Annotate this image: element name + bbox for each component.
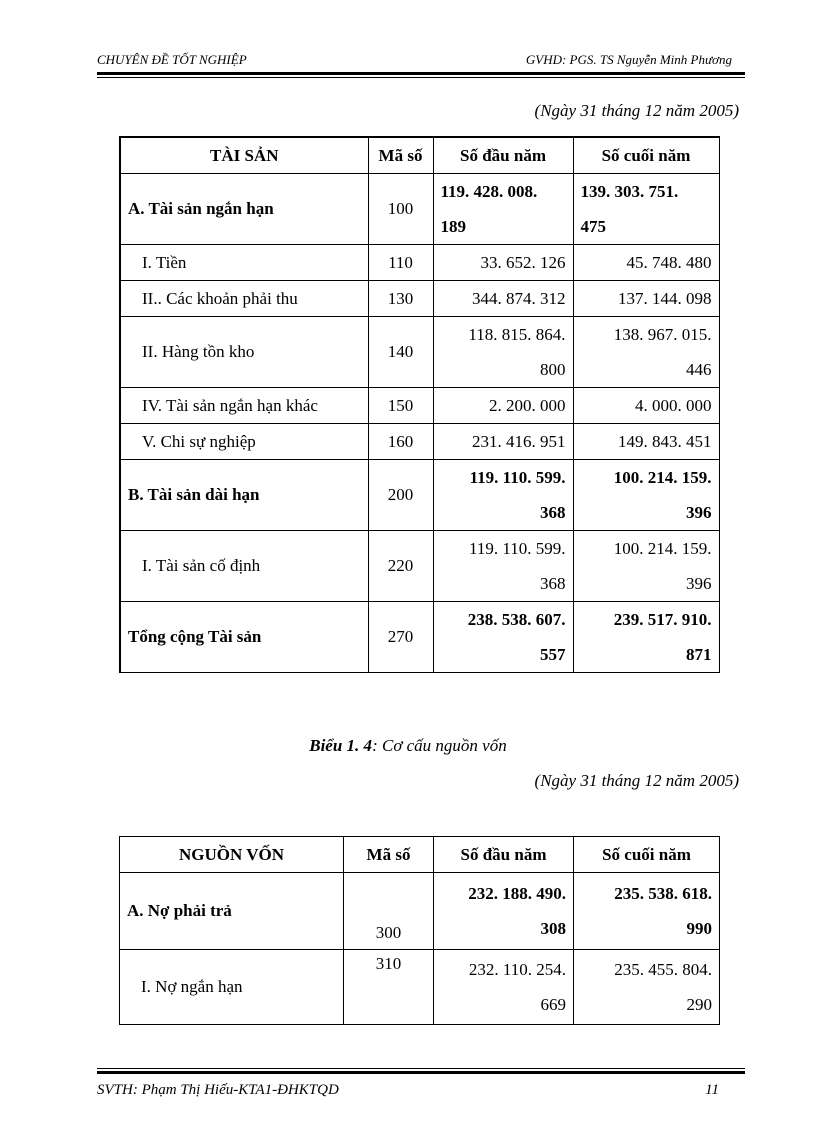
header-rule xyxy=(97,72,745,75)
row-name: II.. Các khoản phải thu xyxy=(120,281,368,317)
table-row xyxy=(120,424,719,460)
row-end: 137. 144. 098 xyxy=(573,281,719,317)
row-code: 130 xyxy=(368,281,433,317)
table2-date: (Ngày 31 tháng 12 năm 2005) xyxy=(534,771,739,790)
row-name: Tổng cộng Tài sản xyxy=(120,602,368,673)
row-start xyxy=(434,873,574,950)
table-row xyxy=(120,317,719,388)
row-code: 150 xyxy=(368,388,433,424)
row-start-line1: 119. 110. 599. xyxy=(469,539,566,558)
row-end-line1: 139. 303. 751. xyxy=(580,182,679,201)
row-end-line1: 235. 455. 804. xyxy=(614,960,712,979)
col-header-asset: TÀI SẢN xyxy=(120,137,368,174)
row-name: B. Tài sản dài hạn xyxy=(120,460,368,531)
row-start-line2: 669 xyxy=(540,995,566,1014)
table-row xyxy=(120,602,719,673)
row-end-line2: 396 xyxy=(686,503,712,522)
row-end: 45. 748. 480 xyxy=(573,245,719,281)
row-end xyxy=(573,460,719,531)
row-end-line1: 239. 517. 910. xyxy=(613,610,712,629)
page-number: 11 xyxy=(705,1082,719,1098)
table-row xyxy=(120,460,719,531)
row-end xyxy=(573,531,719,602)
capital-table xyxy=(119,836,720,1025)
row-start xyxy=(433,174,573,245)
row-end xyxy=(573,317,719,388)
row-end-line2: 990 xyxy=(686,919,712,938)
table-row xyxy=(120,174,719,245)
table-row xyxy=(120,281,719,317)
row-code: 220 xyxy=(368,531,433,602)
asset-table xyxy=(119,136,720,673)
row-code: 140 xyxy=(368,317,433,388)
row-end xyxy=(573,174,719,245)
row-start xyxy=(433,531,573,602)
header-left: CHUYÊN ĐỀ TỐT NGHIỆP xyxy=(97,52,247,67)
table-row xyxy=(120,245,719,281)
row-name: II. Hàng tồn kho xyxy=(120,317,368,388)
row-start-line1: 232. 188. 490. xyxy=(468,884,566,903)
row-start-line2: 800 xyxy=(540,360,566,379)
row-start xyxy=(433,460,573,531)
row-name: I. Tài sản cố định xyxy=(120,531,368,602)
row-start-line1: 238. 538. 607. xyxy=(467,610,566,629)
row-end-line1: 100. 214. 159. xyxy=(613,468,712,487)
row-start-line2: 557 xyxy=(540,645,566,664)
row-start-line2: 368 xyxy=(540,503,566,522)
row-code: 100 xyxy=(368,174,433,245)
row-name: A. Tài sản ngắn hạn xyxy=(120,174,368,245)
table-header-row xyxy=(120,137,719,174)
footer-rule xyxy=(97,1071,745,1074)
row-code: 160 xyxy=(368,424,433,460)
row-start-line1: 119. 428. 008. xyxy=(440,182,538,201)
row-end-line2: 396 xyxy=(686,574,712,593)
row-start: 231. 416. 951 xyxy=(433,424,573,460)
row-end-line2: 446 xyxy=(686,360,712,379)
row-end-line1: 100. 214. 159. xyxy=(613,539,712,558)
row-end-line2: 871 xyxy=(686,645,712,664)
row-code: 300 xyxy=(344,873,434,950)
row-code: 270 xyxy=(368,602,433,673)
col-header-end: Số cuối năm xyxy=(574,837,720,873)
row-start-line1: 119. 110. 599. xyxy=(469,468,566,487)
table2-caption xyxy=(0,736,816,756)
table-header-row xyxy=(120,837,720,873)
col-header-code: Mã số xyxy=(368,137,433,174)
col-header-end: Số cuối năm xyxy=(573,137,719,174)
row-end-line1: 235. 538. 618. xyxy=(614,884,712,903)
caption-label: Biểu 1. 4 xyxy=(309,736,373,755)
row-end-line2: 475 xyxy=(580,217,606,236)
footer-author: SVTH: Phạm Thị Hiếu-KTA1-ĐHKTQD xyxy=(97,1082,339,1098)
footer-rule-thin xyxy=(97,1068,745,1069)
row-name: V. Chi sự nghiệp xyxy=(120,424,368,460)
row-end xyxy=(574,873,720,950)
col-header-code: Mã số xyxy=(344,837,434,873)
row-code: 200 xyxy=(368,460,433,531)
row-name: I. Nợ ngắn hạn xyxy=(120,950,344,1025)
row-start: 33. 652. 126 xyxy=(433,245,573,281)
row-start: 344. 874. 312 xyxy=(433,281,573,317)
row-code: 310 xyxy=(344,950,434,1025)
row-code: 110 xyxy=(368,245,433,281)
row-name: A. Nợ phải trả xyxy=(120,873,344,950)
row-start-line1: 232. 110. 254. xyxy=(468,960,566,979)
table-row xyxy=(120,388,719,424)
col-header-capital: NGUỒN VỐN xyxy=(120,837,344,873)
row-end: 4. 000. 000 xyxy=(573,388,719,424)
row-end xyxy=(574,950,720,1025)
row-start-line2: 368 xyxy=(540,574,566,593)
row-end-line1: 138. 967. 015. xyxy=(613,325,712,344)
header-right: GVHD: PGS. TS Nguyễn Minh Phương xyxy=(525,52,732,67)
row-end-line2: 290 xyxy=(686,995,712,1014)
row-start xyxy=(434,950,574,1025)
table1-date: (Ngày 31 tháng 12 năm 2005) xyxy=(534,101,739,120)
row-name: I. Tiền xyxy=(120,245,368,281)
row-start xyxy=(433,317,573,388)
table-row xyxy=(120,950,720,1025)
row-end: 149. 843. 451 xyxy=(573,424,719,460)
row-start: 2. 200. 000 xyxy=(433,388,573,424)
row-start xyxy=(433,602,573,673)
row-start-line2: 189 xyxy=(440,217,466,236)
table-row xyxy=(120,531,719,602)
row-start-line1: 118. 815. 864. xyxy=(468,325,566,344)
row-end xyxy=(573,602,719,673)
row-name: IV. Tài sản ngắn hạn khác xyxy=(120,388,368,424)
col-header-start: Số đầu năm xyxy=(433,137,573,174)
table-row xyxy=(120,873,720,950)
caption-text: : Cơ cấu nguồn vốn xyxy=(372,736,507,755)
header-rule-thin xyxy=(97,77,745,78)
col-header-start: Số đầu năm xyxy=(434,837,574,873)
row-start-line2: 308 xyxy=(540,919,566,938)
